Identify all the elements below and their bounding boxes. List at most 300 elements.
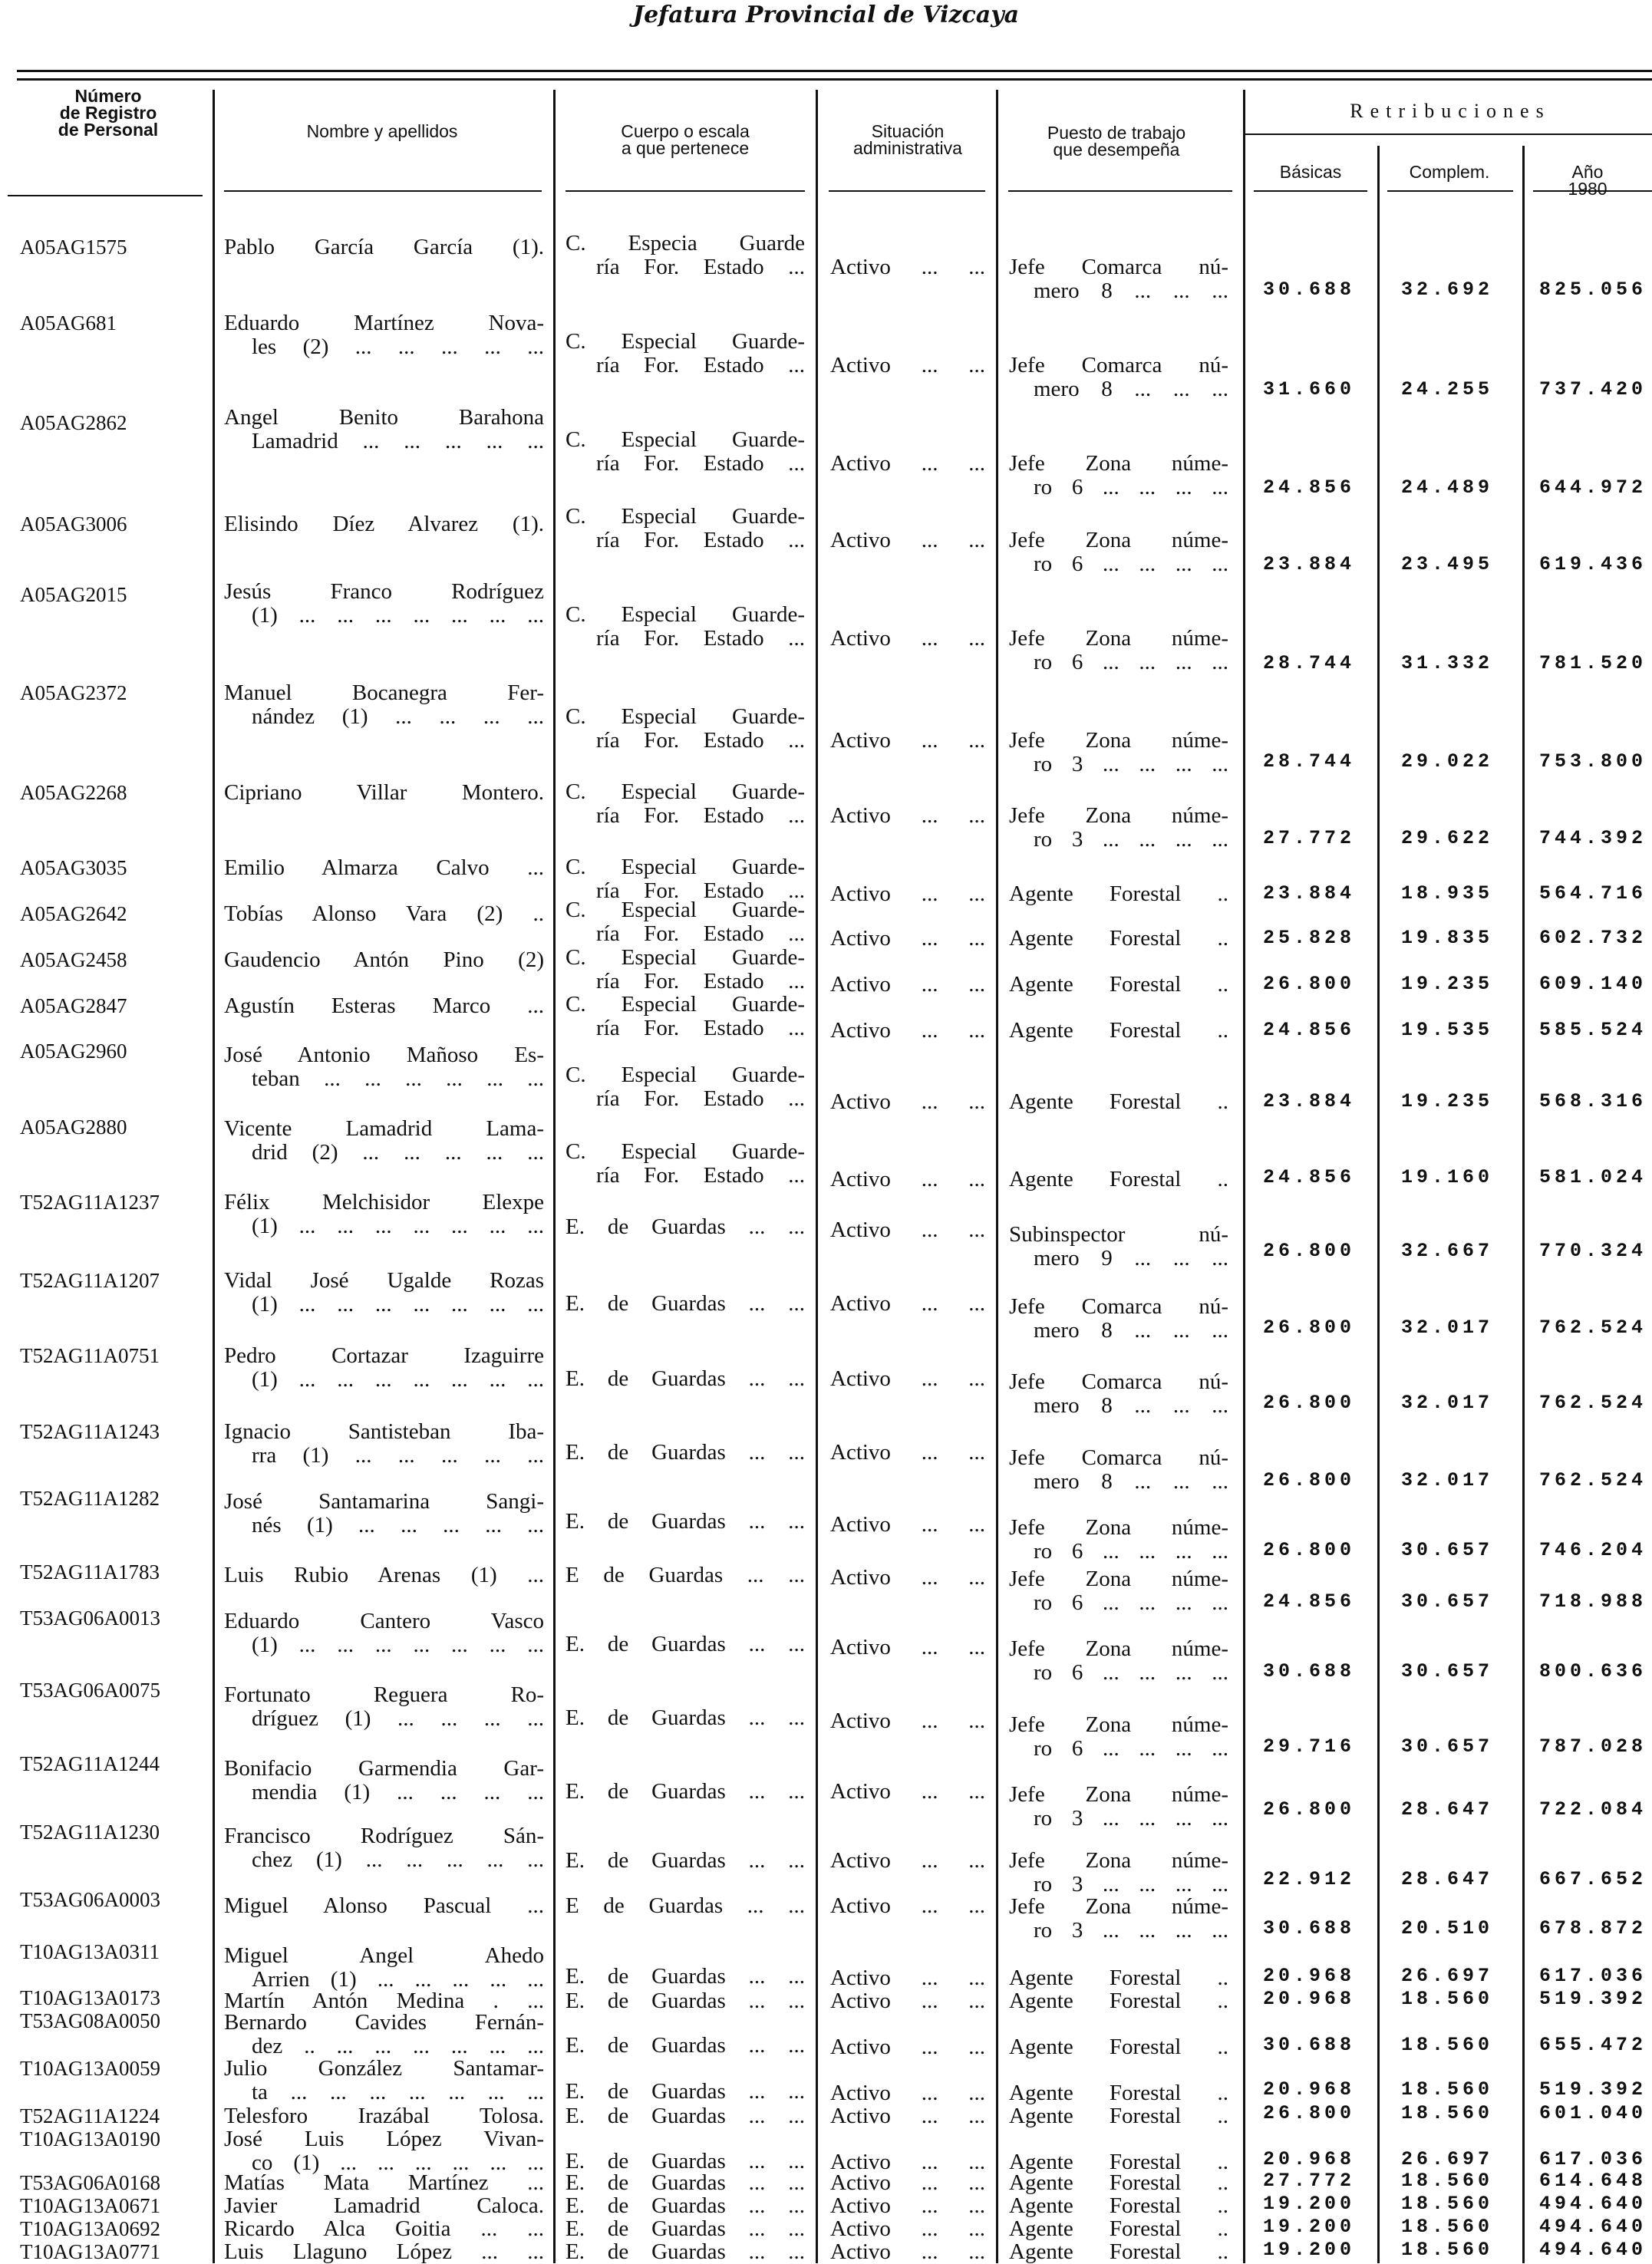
puesto-trabajo: ro 6 ... ... ... ... <box>1034 1539 1228 1564</box>
header-retribuciones: Retribuciones <box>1350 100 1551 122</box>
registro-number: A05AG3035 <box>20 856 127 879</box>
situacion-administrativa: Activo ... ... <box>830 1366 985 1391</box>
cuerpo-escala: C. Especial Guarde- <box>566 329 805 354</box>
situacion-administrativa: Activo ... ... <box>830 1635 985 1659</box>
registro-number: A05AG2847 <box>20 994 127 1017</box>
retribucion-anual: 667.652 <box>1538 1868 1647 1890</box>
retribucion-complementarias: 24.255 <box>1400 378 1493 400</box>
employee-name: Martín Antón Medina . ... <box>224 1989 544 2013</box>
employee-name: Emilio Almarza Calvo ... <box>224 855 544 880</box>
retribucion-complementarias: 24.489 <box>1400 476 1493 499</box>
retribucion-complementarias: 31.332 <box>1400 652 1493 674</box>
registro-number: A05AG2458 <box>20 948 127 971</box>
cuerpo-escala: C. Especial Guarde- <box>566 504 805 529</box>
registro-number: T53AG06A0013 <box>20 1607 160 1630</box>
header-situacion-line: Situación <box>871 121 945 141</box>
situacion-administrativa: Activo ... ... <box>830 1167 985 1191</box>
retribucion-anual: 617.036 <box>1538 2148 1647 2170</box>
retribucion-complementarias: 19.235 <box>1400 973 1493 995</box>
registro-number: T52AG11A1224 <box>20 2104 160 2127</box>
retribucion-complementarias: 29.022 <box>1400 750 1493 773</box>
retribucion-basicas: 19.200 <box>1262 2193 1355 2215</box>
puesto-trabajo: Subinspector nú- <box>1009 1222 1228 1247</box>
retribucion-complementarias: 18.935 <box>1400 882 1493 905</box>
retribucion-basicas: 22.912 <box>1262 1868 1355 1890</box>
employee-name: Francisco Rodríguez Sán- <box>224 1824 544 1848</box>
situacion-administrativa: Activo ... ... <box>830 451 985 476</box>
registro-number: T10AG13A0671 <box>20 2194 160 2217</box>
header-underline <box>1254 190 1367 192</box>
puesto-trabajo: Agente Forestal .. <box>1009 1167 1228 1191</box>
retribucion-complementarias: 28.647 <box>1400 1868 1493 1890</box>
cuerpo-escala: C. Especial Guarde- <box>566 427 805 452</box>
retribucion-basicas: 26.800 <box>1262 2102 1355 2124</box>
cuerpo-escala: C. Especial Guarde- <box>566 1139 805 1164</box>
retribucion-basicas: 20.968 <box>1262 2148 1355 2170</box>
header-cuerpo <box>621 123 750 157</box>
employee-name: Pablo García García (1). <box>224 235 544 259</box>
cuerpo-escala: C. Especial Guarde- <box>566 992 805 1017</box>
puesto-trabajo: ro 6 ... ... ... ... <box>1034 475 1228 499</box>
cuerpo-escala: E. de Guardas ... ... <box>566 2104 805 2128</box>
situacion-administrativa: Activo ... ... <box>830 882 985 906</box>
header-underline <box>1387 190 1513 192</box>
registro-number: T53AG06A0168 <box>20 2171 160 2194</box>
retribucion-anual: 762.524 <box>1538 1317 1647 1339</box>
registro-number: A05AG2268 <box>20 781 127 804</box>
retribucion-complementarias: 30.657 <box>1400 1590 1493 1613</box>
puesto-trabajo: Jefe Zona núme- <box>1009 1636 1228 1661</box>
puesto-trabajo: Jefe Comarca nú- <box>1009 255 1228 279</box>
retribucion-basicas: 24.856 <box>1262 1019 1355 1041</box>
employee-name: ta ... ... ... ... ... ... ... <box>252 2080 544 2104</box>
retribucion-complementarias: 29.622 <box>1400 827 1493 849</box>
registro-number: T10AG13A0190 <box>20 2127 160 2150</box>
puesto-trabajo: ro 6 ... ... ... ... <box>1034 1590 1228 1615</box>
employee-name: Julio González Santamar- <box>224 2056 544 2081</box>
situacion-administrativa: Activo ... ... <box>830 1018 985 1043</box>
puesto-trabajo: Agente Forestal .. <box>1009 2104 1228 2128</box>
employee-name: Angel Benito Barahona <box>224 405 544 430</box>
puesto-trabajo: Jefe Comarca nú- <box>1009 1369 1228 1394</box>
retribucion-anual: 585.524 <box>1538 1019 1647 1041</box>
cuerpo-escala: C. Especial Guarde- <box>566 1063 805 1087</box>
retribucion-complementarias: 19.535 <box>1400 1019 1493 1041</box>
header-registro-line: de Registro <box>59 103 157 123</box>
employee-name: nández (1) ... ... ... ... <box>252 704 544 729</box>
registro-number: T10AG13A0173 <box>20 1986 160 2009</box>
header-cuerpo-line: Cuerpo o escala <box>621 121 750 141</box>
situacion-administrativa: Activo ... ... <box>830 2170 985 2195</box>
header-underline <box>224 190 542 192</box>
header-complem: Complem. <box>1409 162 1490 182</box>
employee-name: (1) ... ... ... ... ... ... ... <box>252 1292 544 1317</box>
puesto-trabajo: Jefe Zona núme- <box>1009 451 1228 476</box>
registro-number: T53AG06A0075 <box>20 1679 160 1702</box>
retribucion-basicas: 19.200 <box>1262 2239 1355 2261</box>
situacion-administrativa: Activo ... ... <box>830 255 985 279</box>
puesto-trabajo: Agente Forestal .. <box>1009 972 1228 997</box>
header-puesto-line: que desempeña <box>1053 140 1180 160</box>
employee-name: Eduardo Martínez Nova- <box>224 311 544 335</box>
retribucion-basicas: 24.856 <box>1262 1590 1355 1613</box>
cuerpo-escala: E de Guardas ... ... <box>566 1563 805 1587</box>
situacion-administrativa: Activo ... ... <box>830 972 985 997</box>
retribucion-basicas: 26.800 <box>1262 973 1355 995</box>
column-divider <box>213 90 215 2263</box>
employee-name: co (1) ... ... ... ... ... ... <box>252 2150 544 2175</box>
retribucion-basicas: 20.968 <box>1262 1965 1355 1987</box>
retribucion-anual: 601.040 <box>1538 2102 1647 2124</box>
retribucion-anual: 737.420 <box>1538 378 1647 400</box>
retribucion-anual: 753.800 <box>1538 750 1647 773</box>
puesto-trabajo: Agente Forestal .. <box>1009 1989 1228 2013</box>
employee-name: Telesforo Irazábal Tolosa. <box>224 2104 544 2128</box>
cuerpo-escala: C. Especia Guarde <box>566 231 805 255</box>
employee-name: Eduardo Cantero Vasco <box>224 1609 544 1633</box>
cuerpo-escala: E. de Guardas ... ... <box>566 1440 805 1465</box>
header-situacion <box>853 123 962 157</box>
employee-name: Luis Llaguno López ... ... <box>224 2239 544 2264</box>
retribucion-basicas: 28.744 <box>1262 750 1355 773</box>
retribucion-basicas: 28.744 <box>1262 652 1355 674</box>
cuerpo-escala: ría For. Estado ... <box>596 528 805 552</box>
situacion-administrativa: Activo ... ... <box>830 1440 985 1465</box>
employee-name: Miguel Alonso Pascual ... <box>224 1893 544 1918</box>
header-anual: Año 1980 <box>1568 162 1607 199</box>
cuerpo-escala: E. de Guardas ... ... <box>566 1989 805 2013</box>
employee-name: Cipriano Villar Montero. <box>224 780 544 805</box>
employee-name: Agustín Esteras Marco ... <box>224 994 544 1018</box>
retribucion-complementarias: 32.692 <box>1400 278 1493 301</box>
employee-name: José Luis López Vivan- <box>224 2127 544 2151</box>
retribucion-complementarias: 18.560 <box>1400 2170 1493 2192</box>
retribucion-basicas: 20.968 <box>1262 1988 1355 2010</box>
retribucion-complementarias: 30.657 <box>1400 1660 1493 1682</box>
retribucion-anual: 581.024 <box>1538 1166 1647 1188</box>
retribucion-anual: 564.716 <box>1538 882 1647 905</box>
cuerpo-escala: ría For. Estado ... <box>596 803 805 828</box>
situacion-administrativa: Activo ... ... <box>830 2239 985 2264</box>
retribucion-basicas: 31.660 <box>1262 378 1355 400</box>
column-divider <box>1377 146 1380 2263</box>
registro-number: T52AG11A0751 <box>20 1344 160 1367</box>
employee-name: Javier Lamadrid Caloca. <box>224 2193 544 2218</box>
retribucion-complementarias: 30.657 <box>1400 1539 1493 1561</box>
puesto-trabajo: mero 8 ... ... ... <box>1034 1393 1228 1418</box>
retribucion-basicas: 24.856 <box>1262 1166 1355 1188</box>
cuerpo-escala: ría For. Estado ... <box>596 451 805 476</box>
retribucion-complementarias: 32.017 <box>1400 1469 1493 1491</box>
cuerpo-escala: E. de Guardas ... ... <box>566 2033 805 2058</box>
puesto-trabajo: Agente Forestal .. <box>1009 2150 1228 2174</box>
retribucion-basicas: 30.688 <box>1262 278 1355 301</box>
puesto-trabajo: Agente Forestal .. <box>1009 2035 1228 2059</box>
puesto-trabajo: mero 9 ... ... ... <box>1034 1246 1228 1270</box>
retribucion-basicas: 23.884 <box>1262 1090 1355 1112</box>
employee-name: Miguel Angel Ahedo <box>224 1943 544 1968</box>
situacion-administrativa: Activo ... ... <box>830 2081 985 2105</box>
header-registro-line: Número <box>74 86 142 106</box>
retribucion-anual: 781.520 <box>1538 652 1647 674</box>
cuerpo-escala: C. Especial Guarde- <box>566 898 805 922</box>
registro-number: T10AG13A0771 <box>20 2240 160 2263</box>
retribucion-anual: 770.324 <box>1538 1240 1647 1262</box>
header-underline <box>566 190 805 192</box>
retribucion-anual: 762.524 <box>1538 1469 1647 1491</box>
registro-number: A05AG2862 <box>20 411 127 434</box>
situacion-administrativa: Activo ... ... <box>830 353 985 377</box>
employee-name: drid (2) ... ... ... ... ... <box>252 1140 544 1165</box>
retribucion-basicas: 26.800 <box>1262 1469 1355 1491</box>
puesto-trabajo: ro 3 ... ... ... ... <box>1034 1872 1228 1897</box>
cuerpo-escala: E. de Guardas ... ... <box>566 2170 805 2195</box>
puesto-trabajo: Agente Forestal .. <box>1009 2239 1228 2264</box>
column-divider <box>816 90 818 2263</box>
puesto-trabajo: Agente Forestal .. <box>1009 926 1228 951</box>
retribucion-anual: 568.316 <box>1538 1090 1647 1112</box>
situacion-administrativa: Activo ... ... <box>830 1848 985 1873</box>
retribuciones-rule <box>1243 133 1652 135</box>
puesto-trabajo: Jefe Comarca nú- <box>1009 1294 1228 1319</box>
situacion-administrativa: Activo ... ... <box>830 528 985 552</box>
puesto-trabajo: Agente Forestal .. <box>1009 1018 1228 1043</box>
cuerpo-escala: C. Especial Guarde- <box>566 602 805 627</box>
header-situacion-line: administrativa <box>853 138 962 158</box>
puesto-trabajo: Agente Forestal .. <box>1009 2081 1228 2105</box>
header-underline <box>829 190 985 192</box>
retribucion-anual: 494.640 <box>1538 2239 1647 2261</box>
puesto-trabajo: ro 3 ... ... ... ... <box>1034 752 1228 776</box>
cuerpo-escala: E de Guardas ... ... <box>566 1893 805 1918</box>
retribucion-basicas: 19.200 <box>1262 2216 1355 2238</box>
retribucion-anual: 494.640 <box>1538 2216 1647 2238</box>
retribucion-anual: 494.640 <box>1538 2193 1647 2215</box>
retribucion-basicas: 25.828 <box>1262 927 1355 949</box>
registro-number: T52AG11A1783 <box>20 1560 160 1583</box>
puesto-trabajo: Agente Forestal .. <box>1009 2216 1228 2241</box>
employee-name: mendia (1) ... ... ... ... <box>252 1780 544 1804</box>
puesto-trabajo: Jefe Zona núme- <box>1009 1712 1228 1737</box>
employee-name: (1) ... ... ... ... ... ... ... <box>252 1214 544 1238</box>
puesto-trabajo: Jefe Comarca nú- <box>1009 353 1228 377</box>
situacion-administrativa: Activo ... ... <box>830 1989 985 2013</box>
registro-number: T10AG13A0692 <box>20 2217 160 2240</box>
puesto-trabajo: ro 6 ... ... ... ... <box>1034 1660 1228 1685</box>
retribucion-basicas: 23.884 <box>1262 882 1355 905</box>
retribucion-anual: 744.392 <box>1538 827 1647 849</box>
header-basicas: Básicas <box>1279 162 1342 182</box>
header-nombre: Nombre y apellidos <box>306 121 458 141</box>
cuerpo-escala: E. de Guardas ... ... <box>566 1214 805 1239</box>
employee-name: Ricardo Alca Goitia ... ... <box>224 2216 544 2241</box>
retribucion-anual: 718.988 <box>1538 1590 1647 1613</box>
puesto-trabajo: Jefe Zona núme- <box>1009 1782 1228 1807</box>
employee-name: Pedro Cortazar Izaguirre <box>224 1343 544 1368</box>
situacion-administrativa: Activo ... ... <box>830 1512 985 1537</box>
retribucion-basicas: 26.800 <box>1262 1317 1355 1339</box>
puesto-trabajo: Jefe Zona núme- <box>1009 1848 1228 1873</box>
situacion-administrativa: Activo ... ... <box>830 626 985 651</box>
employee-name: dríguez (1) ... ... ... ... <box>252 1706 544 1731</box>
cuerpo-escala: ría For. Estado ... <box>596 969 805 994</box>
retribucion-anual: 800.636 <box>1538 1660 1647 1682</box>
employee-name: (1) ... ... ... ... ... ... ... <box>252 1633 544 1657</box>
retribucion-complementarias: 19.160 <box>1400 1166 1493 1188</box>
column-divider <box>553 90 556 2263</box>
retribucion-complementarias: 19.835 <box>1400 927 1493 949</box>
employee-name: José Antonio Mañoso Es- <box>224 1043 544 1067</box>
retribucion-anual: 722.084 <box>1538 1798 1647 1821</box>
employee-name: Fortunato Reguera Ro- <box>224 1682 544 1707</box>
retribucion-complementarias: 32.017 <box>1400 1392 1493 1414</box>
employee-name: Gaudencio Antón Pino (2) <box>224 947 544 972</box>
retribucion-complementarias: 23.495 <box>1400 553 1493 575</box>
retribucion-basicas: 27.772 <box>1262 827 1355 849</box>
puesto-trabajo: Jefe Zona núme- <box>1009 528 1228 552</box>
employee-name: Lamadrid ... ... ... ... ... <box>252 429 544 453</box>
situacion-administrativa: Activo ... ... <box>830 728 985 753</box>
registro-number: A05AG2015 <box>20 583 127 606</box>
registro-number: T52AG11A1207 <box>20 1269 160 1292</box>
retribucion-basicas: 24.856 <box>1262 476 1355 499</box>
cuerpo-escala: C. Especial Guarde- <box>566 945 805 970</box>
puesto-trabajo: ro 3 ... ... ... ... <box>1034 1918 1228 1943</box>
retribucion-anual: 787.028 <box>1538 1735 1647 1758</box>
retribucion-basicas: 26.800 <box>1262 1798 1355 1821</box>
puesto-trabajo: Jefe Zona núme- <box>1009 728 1228 753</box>
header-puesto-line: Puesto de trabajo <box>1047 123 1186 143</box>
top-rule-2 <box>17 78 1652 81</box>
puesto-trabajo: ro 6 ... ... ... ... <box>1034 552 1228 576</box>
cuerpo-escala: ría For. Estado ... <box>596 255 805 279</box>
retribucion-complementarias: 20.510 <box>1400 1917 1493 1939</box>
situacion-administrativa: Activo ... ... <box>830 2193 985 2218</box>
employee-name: Félix Melchisidor Elexpe <box>224 1190 544 1214</box>
registro-number: A05AG2960 <box>20 1040 127 1063</box>
registro-number: A05AG2642 <box>20 902 127 925</box>
situacion-administrativa: Activo ... ... <box>830 1893 985 1918</box>
puesto-trabajo: ro 6 ... ... ... ... <box>1034 650 1228 674</box>
retribucion-complementarias: 19.235 <box>1400 1090 1493 1112</box>
employee-name: rra (1) ... ... ... ... ... <box>252 1443 544 1468</box>
cuerpo-escala: ría For. Estado ... <box>596 1086 805 1111</box>
cuerpo-escala: ría For. Estado ... <box>596 1016 805 1040</box>
employee-name: José Santamarina Sangi- <box>224 1489 544 1514</box>
employee-name: les (2) ... ... ... ... ... <box>252 334 544 359</box>
cuerpo-escala: E. de Guardas ... ... <box>566 2216 805 2241</box>
cuerpo-escala: E. de Guardas ... ... <box>566 1509 805 1534</box>
puesto-trabajo: Jefe Zona núme- <box>1009 1567 1228 1591</box>
retribucion-basicas: 26.800 <box>1262 1539 1355 1561</box>
retribucion-basicas: 23.884 <box>1262 553 1355 575</box>
retribucion-complementarias: 28.647 <box>1400 1798 1493 1821</box>
header-underline <box>8 195 203 196</box>
retribucion-anual: 762.524 <box>1538 1392 1647 1414</box>
employee-name: Jesús Franco Rodríguez <box>224 579 544 604</box>
registro-number: T52AG11A1244 <box>20 1752 160 1775</box>
puesto-trabajo: ro 6 ... ... ... ... <box>1034 1736 1228 1761</box>
registro-number: A05AG1575 <box>20 236 127 259</box>
employee-name: Luis Rubio Arenas (1) ... <box>224 1563 544 1587</box>
employee-name: Bonifacio Garmendia Gar- <box>224 1756 544 1781</box>
retribucion-basicas: 30.688 <box>1262 2034 1355 2056</box>
retribucion-complementarias: 26.697 <box>1400 1965 1493 1987</box>
retribucion-basicas: 26.800 <box>1262 1240 1355 1262</box>
puesto-trabajo: Agente Forestal .. <box>1009 1966 1228 1990</box>
registro-number: T52AG11A1282 <box>20 1487 160 1510</box>
retribucion-anual: 519.392 <box>1538 1988 1647 2010</box>
employee-name: chez (1) ... ... ... ... ... <box>252 1847 544 1872</box>
puesto-trabajo: Jefe Zona núme- <box>1009 1894 1228 1919</box>
employee-name: Bernardo Cavides Fernán- <box>224 2010 544 2035</box>
retribucion-anual: 619.436 <box>1538 553 1647 575</box>
situacion-administrativa: Activo ... ... <box>830 2150 985 2174</box>
retribucion-anual: 617.036 <box>1538 1965 1647 1987</box>
cuerpo-escala: C. Especial Guarde- <box>566 704 805 729</box>
employee-name: (1) ... ... ... ... ... ... ... <box>252 1367 544 1392</box>
employee-name: Vidal José Ugalde Rozas <box>224 1268 544 1293</box>
puesto-trabajo: Jefe Zona núme- <box>1009 626 1228 651</box>
employee-name: Vicente Lamadrid Lama- <box>224 1116 544 1141</box>
cuerpo-escala: E. de Guardas ... ... <box>566 2239 805 2264</box>
situacion-administrativa: Activo ... ... <box>830 1218 985 1242</box>
cuerpo-escala: E. de Guardas ... ... <box>566 2149 805 2173</box>
registro-number: T53AG06A0003 <box>20 1888 160 1911</box>
cuerpo-escala: E. de Guardas ... ... <box>566 2079 805 2104</box>
cuerpo-escala: E. de Guardas ... ... <box>566 1632 805 1656</box>
page-title: Jefatura Provincial de Vizcaya <box>632 2 1020 28</box>
cuerpo-escala: ría For. Estado ... <box>596 626 805 651</box>
cuerpo-escala: C. Especial Guarde- <box>566 855 805 879</box>
registro-number: T53AG08A0050 <box>20 2009 160 2032</box>
retribucion-complementarias: 18.560 <box>1400 2102 1493 2124</box>
puesto-trabajo: mero 8 ... ... ... <box>1034 1318 1228 1343</box>
retribucion-basicas: 30.688 <box>1262 1917 1355 1939</box>
retribucion-basicas: 27.772 <box>1262 2170 1355 2192</box>
situacion-administrativa: Activo ... ... <box>830 2104 985 2128</box>
column-divider <box>996 90 998 2263</box>
puesto-trabajo: Agente Forestal .. <box>1009 882 1228 906</box>
retribucion-complementarias: 18.560 <box>1400 2034 1493 2056</box>
cuerpo-escala: E. de Guardas ... ... <box>566 1291 805 1316</box>
employee-name: Ignacio Santisteban Iba- <box>224 1419 544 1444</box>
puesto-trabajo: ro 3 ... ... ... ... <box>1034 1806 1228 1831</box>
employee-name: nés (1) ... ... ... ... ... <box>252 1513 544 1537</box>
cuerpo-escala: E. de Guardas ... ... <box>566 1964 805 1989</box>
cuerpo-escala: C. Especial Guarde- <box>566 779 805 804</box>
retribucion-complementarias: 32.017 <box>1400 1317 1493 1339</box>
employee-name: Arrien (1) ... ... ... ... ... <box>252 1967 544 1992</box>
retribucion-anual: 825.056 <box>1538 278 1647 301</box>
cuerpo-escala: E. de Guardas ... ... <box>566 1779 805 1804</box>
top-rule <box>17 70 1652 72</box>
situacion-administrativa: Activo ... ... <box>830 2216 985 2241</box>
cuerpo-escala: E. de Guardas ... ... <box>566 1366 805 1391</box>
registro-number: T10AG13A0059 <box>20 2057 160 2080</box>
retribucion-basicas: 30.688 <box>1262 1660 1355 1682</box>
cuerpo-escala: ría For. Estado ... <box>596 878 805 903</box>
header-underline <box>1008 190 1232 192</box>
retribucion-anual: 602.732 <box>1538 927 1647 949</box>
column-divider <box>1522 146 1525 2263</box>
retribucion-anual: 655.472 <box>1538 2034 1647 2056</box>
employee-name: Manuel Bocanegra Fer- <box>224 681 544 705</box>
situacion-administrativa: Activo ... ... <box>830 1966 985 1990</box>
situacion-administrativa: Activo ... ... <box>830 926 985 951</box>
header-puesto <box>1047 124 1185 158</box>
registro-number: A05AG681 <box>20 311 117 334</box>
